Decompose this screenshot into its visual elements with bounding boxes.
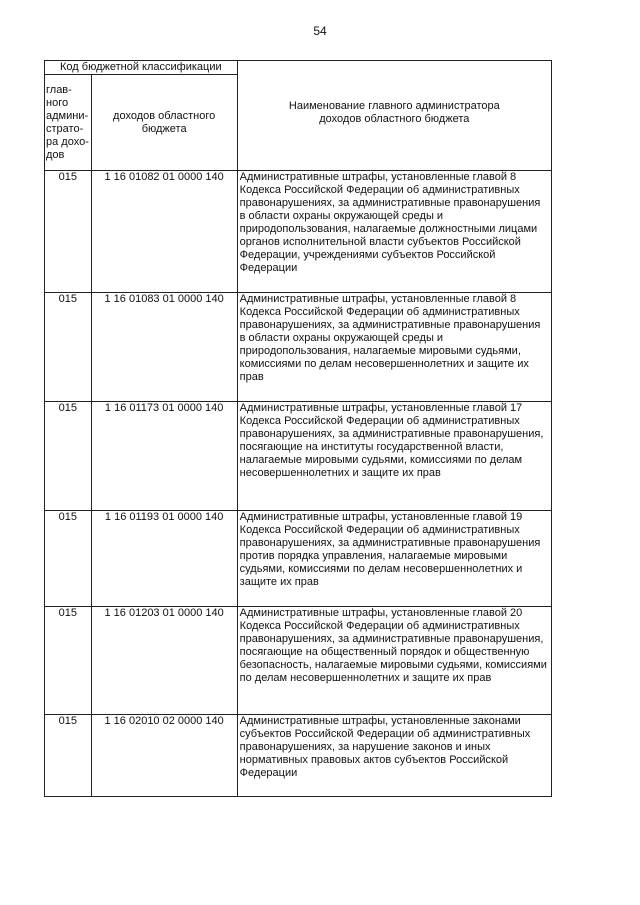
table-row [45,293,552,402]
header-administrator-name [237,61,551,171]
admin-code-cell: 015 [45,607,92,715]
page-number: 54 [313,24,327,38]
table-row [45,402,552,511]
administrator-name-cell: Административные штрафы, установленные главой 20 Кодекса Российской Федерации об административных правонарушениях, за административные правонарушения, посягающие на общественный порядок и общественную безопасность, налагаемые мировыми судьями, комиссиями по делам несовершеннолетних и защите их прав [237,607,551,715]
income-code-cell: 1 16 01083 01 0000 140 [91,293,237,402]
administrator-name-cell: Административные штрафы, установленные главой 8 Кодекса Российской Федерации об административных правонарушениях, за административные правонарушения в области охраны окружающей среды и природопользования, налагаемые должностными лицами органов исполнительной власти субъектов Российской Федерации, учреждениями субъектов Российской Федерации [237,171,551,293]
administrator-name-cell: Административные штрафы, установленные законами субъектов Российской Федерации об административных правонарушениях, за нарушение законов и иных нормативных правовых актов субъектов Российской Федерации [237,715,551,797]
admin-code-cell: 015 [45,293,92,402]
header-chief-administrator [45,75,92,171]
income-code-cell: 1 16 01193 01 0000 140 [91,511,237,607]
header-regional-budget-income [91,75,237,171]
admin-code-cell: 015 [45,402,92,511]
table-row [45,715,552,797]
income-code-cell: 1 16 01173 01 0000 140 [91,402,237,511]
income-code-cell: 1 16 01082 01 0000 140 [91,171,237,293]
administrator-name-cell: Административные штрафы, установленные главой 19 Кодекса Российской Федерации об административных правонарушениях, за административные правонарушения против порядка управления, налагаемые мировыми судьями, комиссиями по делам несовершеннолетних и защите их прав [237,511,551,607]
table-row [45,171,552,293]
admin-code-cell: 015 [45,715,92,797]
table-row [45,511,552,607]
table-header-row-group [45,61,552,75]
income-code-cell: 1 16 02010 02 0000 140 [91,715,237,797]
income-code-cell: 1 16 01203 01 0000 140 [91,607,237,715]
header-regional-budget-income-label: доходов областного бюджета [113,109,216,135]
administrator-name-cell: Административные штрафы, установленные главой 8 Кодекса Российской Федерации об административных правонарушениях, за административные правонарушения в области охраны окружающей среды и природопользования, налагаемые мировыми судьями, комиссиями по делам несовершеннолетних и защите их прав [237,293,551,402]
administrator-name-cell: Административные штрафы, установленные главой 17 Кодекса Российской Федерации об административных правонарушениях, за административные правонарушения, посягающие на институты государственной власти, налагаемые мировыми судьями, комиссиями по делам несовершеннолетних и защите их прав [237,402,551,511]
header-budget-classification-code: Код бюджетной классификации [45,61,238,75]
header-chief-administrator-label: глав- ного админи- страто- ра дохо- дов [46,83,89,161]
admin-code-cell: 015 [45,171,92,293]
table-row [45,607,552,715]
header-administrator-name-line: Наименование главного администратора доходов областного бюджета [288,99,500,125]
admin-code-cell: 015 [45,511,92,607]
budget-classification-table [44,60,552,797]
